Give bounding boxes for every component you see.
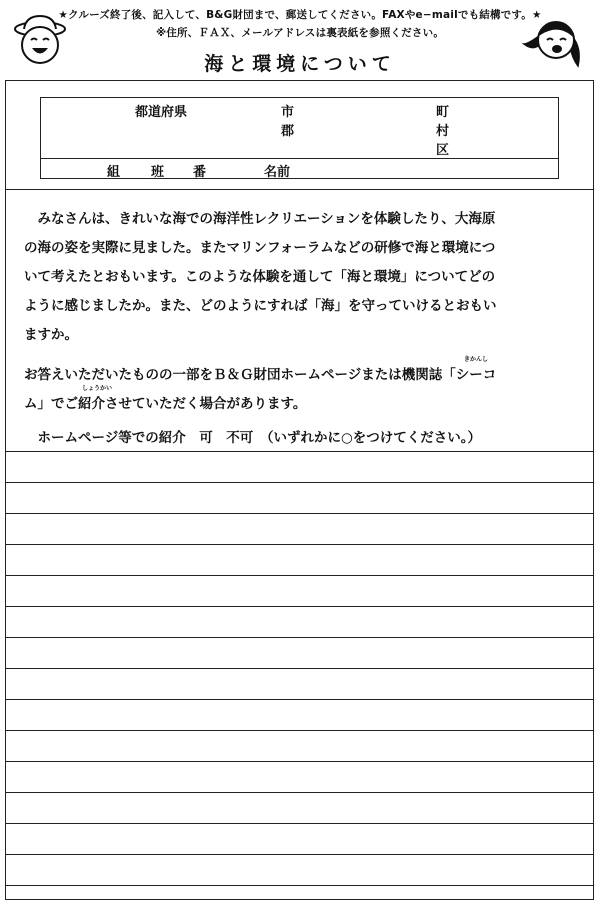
writing-line <box>6 668 593 669</box>
village-label: 村 <box>436 124 450 139</box>
body-text-line: ように感じましたか。また、どのようにすれば「海」を守っていけるとおもい <box>24 298 497 314</box>
body-text-line: いて考えたとおもいます。このような体験を通して「海と環境」についてどの <box>24 269 496 285</box>
writing-line <box>6 513 593 514</box>
writing-line <box>6 885 593 886</box>
group-label: 組 <box>107 165 121 180</box>
ruby-shoukai: しょうかい <box>82 385 113 392</box>
writing-line <box>6 761 593 762</box>
prefecture-label: 都道府県 <box>135 105 188 120</box>
info-separator <box>41 158 558 159</box>
body-text-line: お答えいただいたものの一部をＢ＆Ｇ財団ホームページまたは機関誌「シーコ <box>24 367 497 383</box>
body-text-line: みなさんは、きれいな海での海洋性レクリエーションを体験したり、大海原 <box>24 211 496 227</box>
name-label: 名前 <box>264 165 291 180</box>
writing-line <box>6 606 593 607</box>
writing-line <box>6 482 593 483</box>
body-text-line: ますか。 <box>24 327 78 343</box>
page-title: 海と環境について <box>204 53 396 75</box>
writing-line <box>6 699 593 700</box>
body-text-line: の海の姿を実際に見ました。またマリンフォーラムなどの研修で海と環境につ <box>24 240 496 256</box>
writing-line <box>6 792 593 793</box>
header-instruction: ★クルーズ終了後、記入して、B&G財団まで、郵送してください。FAXやe−mailでも結構です。★ <box>58 9 542 21</box>
class-label: 班 <box>151 165 165 180</box>
writing-line <box>6 730 593 731</box>
ward-label: 区 <box>436 143 450 158</box>
writing-line <box>6 854 593 855</box>
ruby-kikanshi: きかんし <box>464 356 489 363</box>
writing-line <box>6 575 593 576</box>
section-divider <box>6 189 593 190</box>
county-label: 郡 <box>281 124 295 139</box>
writing-line <box>6 637 593 638</box>
homepage-consent-line: ホームページ等での紹介 可 不可 （いずれかに○をつけてください。） <box>24 430 482 446</box>
writing-line <box>6 544 593 545</box>
writing-line <box>6 823 593 824</box>
town-label: 町 <box>436 105 450 120</box>
number-label: 番 <box>193 165 207 180</box>
city-label: 市 <box>281 105 295 120</box>
header-note: ※住所、ＦＡＸ、メールアドレスは裏表紙を参照ください。 <box>155 27 445 39</box>
body-text-line: ム」でご紹介させていただく場合があります。 <box>24 396 307 412</box>
essay-form <box>5 80 594 900</box>
student-info-box <box>40 97 559 179</box>
writing-line <box>6 451 593 452</box>
